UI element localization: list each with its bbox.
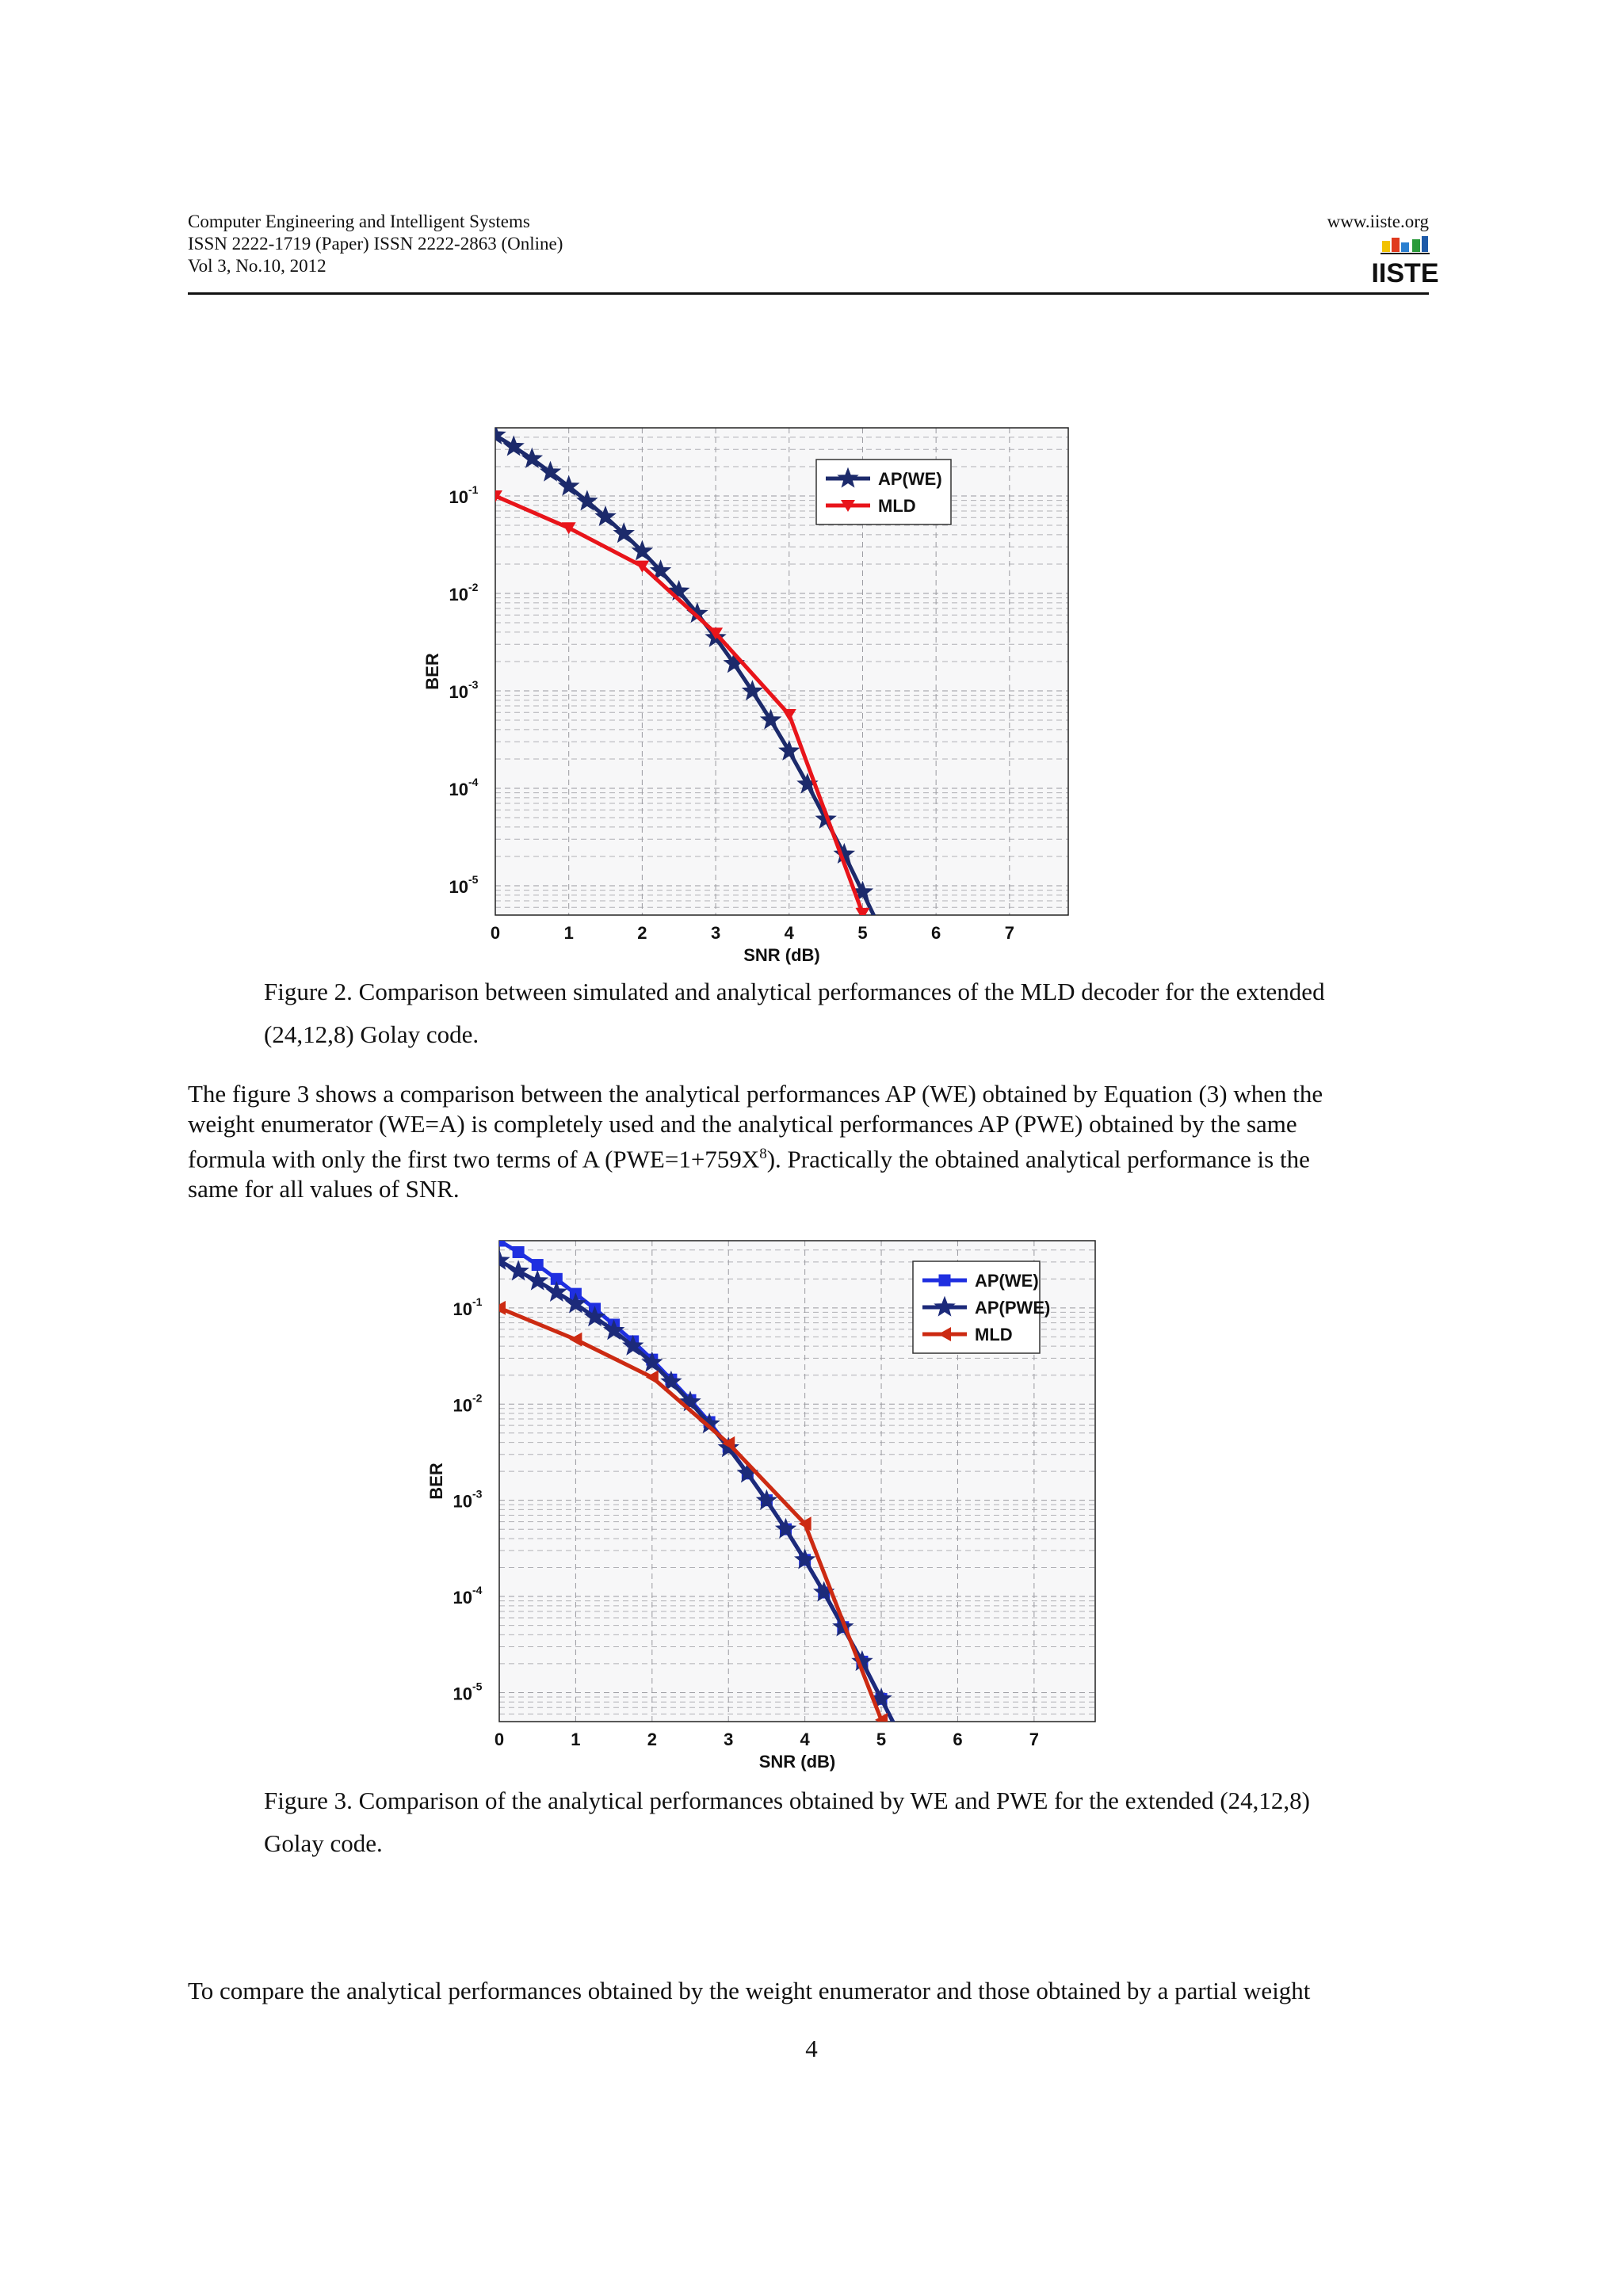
y-tick-label: $10^{-2}$ bbox=[449, 580, 479, 605]
legend bbox=[816, 460, 951, 524]
figure2-caption-line1: Figure 2. Comparison between simulated and analytical performances of the MLD decoder for the extended bbox=[264, 978, 1325, 1005]
x-tick-label: 7 bbox=[1004, 923, 1014, 943]
paragraph1-line4: same for all values of SNR. bbox=[188, 1175, 460, 1203]
y-axis-label: BER bbox=[422, 653, 442, 690]
x-tick-label: 7 bbox=[1029, 1730, 1039, 1749]
data-point bbox=[891, 1726, 911, 1745]
paragraph1-line3 bbox=[188, 1139, 1437, 1174]
paragraph1-line1: The figure 3 shows a comparison between the analytical performances AP (WE) obtained by Equation (3) when the bbox=[188, 1080, 1323, 1108]
body-paragraph-1 bbox=[188, 1079, 1437, 1204]
y-tick-label: $10^{-1}$ bbox=[453, 1295, 483, 1319]
legend-label: AP(PWE) bbox=[975, 1298, 1051, 1318]
data-point bbox=[494, 1235, 505, 1246]
y-tick-label: $10^{-2}$ bbox=[453, 1391, 483, 1416]
x-tick-label: 1 bbox=[563, 923, 574, 943]
y-axis-label: BER bbox=[426, 1463, 446, 1500]
data-point bbox=[871, 920, 891, 939]
x-tick-label: 5 bbox=[876, 1730, 887, 1749]
legend-label: MLD bbox=[975, 1325, 1013, 1344]
figure2-caption-line2: (24,12,8) Golay code. bbox=[264, 1020, 479, 1048]
journal-title: Computer Engineering and Intelligent Systems bbox=[188, 212, 530, 231]
figure3-caption bbox=[264, 1779, 1437, 1865]
paragraph1-exponent: 8 bbox=[759, 1146, 767, 1162]
legend-label: MLD bbox=[878, 496, 916, 516]
iiste-logo bbox=[1371, 235, 1439, 288]
svg-text:IISTE: IISTE bbox=[1371, 258, 1439, 288]
figure3-caption-line2: Golay code. bbox=[264, 1829, 383, 1857]
page-number: 4 bbox=[805, 2035, 818, 2062]
figure3-chart bbox=[428, 1226, 1102, 1781]
legend bbox=[913, 1261, 1050, 1353]
header-rule bbox=[188, 292, 1429, 295]
data-point bbox=[532, 1260, 543, 1271]
legend-label: AP(WE) bbox=[975, 1271, 1039, 1291]
legend-marker bbox=[939, 1275, 950, 1286]
x-tick-label: 4 bbox=[784, 923, 794, 943]
y-tick-label: $10^{-4}$ bbox=[453, 1584, 483, 1608]
paragraph1-line2: weight enumerator (WE=A) is completely used and the analytical performances AP (PWE) obtained by the same bbox=[188, 1110, 1297, 1138]
x-tick-label: 0 bbox=[494, 1730, 505, 1749]
paragraph1-line3-rest: ). Practically the obtained analytical performance is the bbox=[766, 1145, 1310, 1173]
paragraph2-line1: To compare the analytical performances obtained by the weight enumerator and those obtained by a partial weight bbox=[188, 1977, 1311, 2004]
y-tick-label: $10^{-5}$ bbox=[449, 872, 479, 897]
x-tick-label: 5 bbox=[857, 923, 868, 943]
legend-label: AP(WE) bbox=[878, 469, 942, 489]
figure2-chart bbox=[420, 412, 1078, 965]
x-tick-label: 6 bbox=[931, 923, 941, 943]
x-tick-label: 6 bbox=[953, 1730, 963, 1749]
x-tick-label: 4 bbox=[800, 1730, 810, 1749]
y-tick-label: $10^{-4}$ bbox=[449, 775, 479, 799]
y-tick-label: $10^{-3}$ bbox=[453, 1487, 483, 1512]
journal-header bbox=[188, 211, 563, 277]
data-point bbox=[513, 1246, 524, 1257]
journal-volume: Vol 3, No.10, 2012 bbox=[188, 256, 327, 276]
x-axis-label: SNR (dB) bbox=[743, 945, 820, 965]
x-tick-label: 3 bbox=[724, 1730, 734, 1749]
x-tick-label: 3 bbox=[710, 923, 721, 943]
paragraph1-line3-text: formula with only the first two terms of A (PWE=1+759X bbox=[188, 1145, 760, 1173]
y-tick-label: $10^{-3}$ bbox=[449, 677, 479, 702]
body-paragraph-2 bbox=[188, 1976, 1437, 2006]
x-tick-label: 0 bbox=[490, 923, 501, 943]
figure2-caption bbox=[264, 971, 1437, 1056]
x-axis-label: SNR (dB) bbox=[758, 1752, 836, 1772]
x-tick-label: 1 bbox=[571, 1730, 581, 1749]
y-tick-label: $10^{-5}$ bbox=[453, 1680, 483, 1704]
x-tick-label: 2 bbox=[647, 1730, 657, 1749]
journal-website: www.iiste.org bbox=[1327, 212, 1429, 231]
y-tick-label: $10^{-1}$ bbox=[449, 482, 479, 507]
journal-issn: ISSN 2222-1719 (Paper) ISSN 2222-2863 (Online) bbox=[188, 234, 563, 254]
figure3-caption-line1: Figure 3. Comparison of the analytical performances obtained by WE and PWE for the extended (24,12,8) bbox=[264, 1787, 1310, 1814]
data-point bbox=[895, 1731, 906, 1742]
x-tick-label: 2 bbox=[637, 923, 647, 943]
